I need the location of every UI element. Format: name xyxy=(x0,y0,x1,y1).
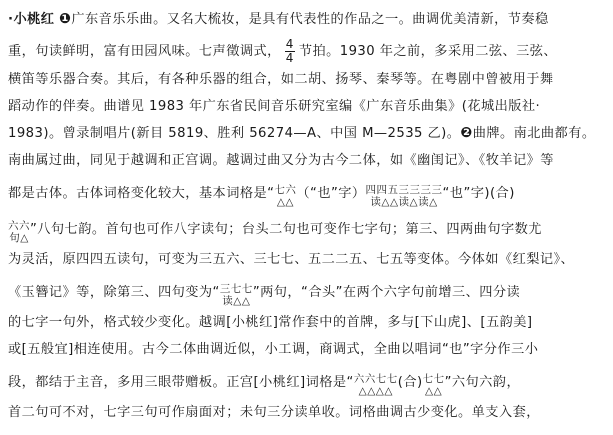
entry-line-2 xyxy=(8,33,605,66)
entry-text: ”六句六韵， xyxy=(444,375,521,390)
notation-bottom: △△ xyxy=(425,385,443,397)
time-signature-denominator: 4 xyxy=(285,50,294,65)
entry-line-12 xyxy=(8,336,605,363)
entry-text: 重，句读鲜明，富有田园风味。七声徵调式， xyxy=(8,44,281,59)
entry-line-5 xyxy=(8,120,605,147)
entry-headword: 小桃红 xyxy=(13,12,55,27)
notation-bottom: △△△△ xyxy=(358,385,393,397)
entry-text: 的七字一句外，格式较少变化。越调[小桃红]常作套中的首牌，多与[下山虎]、[五韵美] xyxy=(8,315,533,330)
entry-text: 都是古体。古体词格变化较大，基本词格是“ xyxy=(8,186,275,201)
entry-text: 或[五般宜]相连使用。古今二体曲调近似，小工调，商调式，全曲以唱词“也”字分作三小 xyxy=(8,342,539,357)
entry-text: ”八句七韵。首句也可作八字读句；台头二句也可变作七字句；第三、四两曲句字数尤 xyxy=(30,222,542,237)
notation-stack xyxy=(274,184,296,208)
time-signature-numerator: 4 xyxy=(285,36,294,51)
entry-text: （“也”字） xyxy=(296,186,366,201)
notation-top: 六六七七 xyxy=(353,373,398,385)
notation-bottom: 句△ xyxy=(9,232,29,244)
notation-top: 四四五三三三三 xyxy=(365,184,443,196)
entry-text: 1983)。曾录制唱片(新目 5819、胜利 56274—A、中国 M—2535 乙)。 xyxy=(8,126,461,141)
entry-text: 曲牌。南北曲都有。 xyxy=(472,126,596,141)
entry-text: ”两句，“合头”在两个六字句前增三、四分读 xyxy=(252,285,521,300)
entry-line-7 xyxy=(8,174,605,210)
notation-bottom: 读△△ xyxy=(222,295,251,307)
sense-number-1: ❶ xyxy=(59,11,72,27)
notation-bottom: △△ xyxy=(276,196,294,208)
entry-line-8 xyxy=(8,210,605,246)
entry-line-14 xyxy=(8,399,605,426)
entry-text: 蹈动作的伴奏。曲谱见 1983 年广东省民间音乐研究室编《广东音乐曲集》(花城出版社· xyxy=(8,99,541,114)
notation-stack xyxy=(354,373,398,397)
entry-line-13 xyxy=(8,363,605,399)
entry-text: (合) xyxy=(397,375,423,390)
entry-line-6 xyxy=(8,147,605,174)
notation-stack xyxy=(366,184,443,208)
entry-line-10 xyxy=(8,273,605,309)
entry-line-11 xyxy=(8,309,605,336)
entry-text: 节拍。1930 年之前，多采用二弦、三弦、 xyxy=(298,44,558,59)
entry-line-3 xyxy=(8,66,605,93)
time-signature xyxy=(285,38,295,65)
entry-line-4 xyxy=(8,93,605,120)
notation-top: 六六 xyxy=(8,220,30,232)
notation-stack xyxy=(8,220,30,244)
entry-text: 首二句可不对，七字三句可作扇面对；未句三分读单收。词格曲调古少变化。单支入套， xyxy=(8,405,540,420)
notation-top: 七七 xyxy=(422,373,445,385)
sense-number-2: ❷ xyxy=(460,125,473,141)
notation-stack xyxy=(423,373,445,397)
entry-text: 为灵活，原四四五读句，可变为三五六、三七七、五二二五、七五等变体。今体如《红梨记》、 xyxy=(8,252,575,267)
entry-text: 广东音乐乐曲。又名大梳妆，是具有代表性的作品之一。曲调优美清新，节奏稳 xyxy=(71,12,549,27)
notation-stack xyxy=(220,283,253,307)
entry-bullet: · xyxy=(8,12,14,27)
notation-top: 七六 xyxy=(274,184,297,196)
entry-text: “也”字)(合) xyxy=(442,186,515,201)
entry-text: 南曲属过曲，同见于越调和正宫调。越调过曲又分为古今二体，如《幽闺记》、《牧羊记》等 xyxy=(8,153,554,168)
entry-text: 《玉簪记》等，除第三、四句变为“ xyxy=(8,285,220,300)
entry-line-1 xyxy=(8,6,605,33)
notation-top: 三七七 xyxy=(219,283,253,295)
entry-text: 段，都结于主音，多用三眼带赠板。正宫[小桃红]词格是“ xyxy=(8,375,354,390)
notation-bottom: 读△△读△读△ xyxy=(370,196,438,208)
entry-text: 横笛等乐器合奏。其后，有各种乐器的组合，如二胡、扬琴、秦琴等。在粤剧中曾被用于舞 xyxy=(8,72,554,87)
entry-line-9 xyxy=(8,246,605,273)
